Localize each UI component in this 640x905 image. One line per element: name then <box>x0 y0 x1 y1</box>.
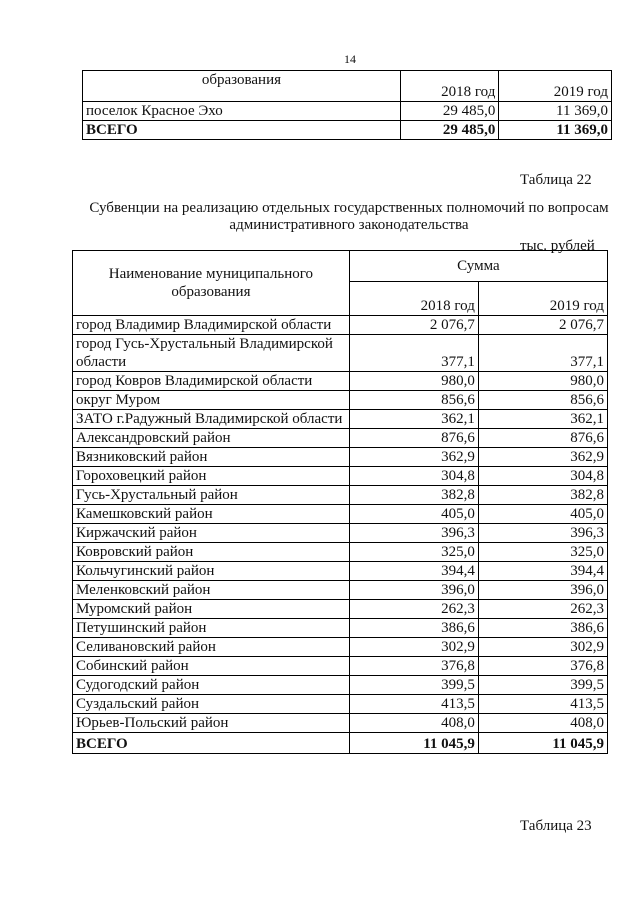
main-header-row-1 <box>73 251 608 282</box>
top-total-2019: 11 369,0 <box>499 121 612 140</box>
row-name: ЗАТО г.Радужный Владимирской области <box>73 410 350 429</box>
table-row <box>73 448 608 467</box>
row-value-2018: 876,6 <box>349 429 478 448</box>
top-header-name: образования <box>83 71 401 102</box>
row-value-2019: 325,0 <box>478 543 607 562</box>
row-value-2018: 413,5 <box>349 695 478 714</box>
table-row <box>83 102 612 121</box>
table-row <box>73 600 608 619</box>
row-name: Александровский район <box>73 429 350 448</box>
row-name: город Ковров Владимирской области <box>73 372 350 391</box>
row-name: Кольчугинский район <box>73 562 350 581</box>
table-row <box>73 486 608 505</box>
table-row <box>73 657 608 676</box>
row-value-2018: 377,1 <box>349 335 478 372</box>
row-name: Ковровский район <box>73 543 350 562</box>
main-header-2019: 2019 год <box>478 282 607 316</box>
row-value-2018: 382,8 <box>349 486 478 505</box>
row-name: Юрьев-Польский район <box>73 714 350 733</box>
table-row <box>73 562 608 581</box>
table-row <box>73 676 608 695</box>
row-name: округ Муром <box>73 391 350 410</box>
row-value-2018: 396,3 <box>349 524 478 543</box>
row-value-2019: 11 369,0 <box>499 102 612 121</box>
table-row <box>73 619 608 638</box>
row-value-2018: 394,4 <box>349 562 478 581</box>
row-name: Судогодский район <box>73 676 350 695</box>
units-label: тыс. рублей <box>520 238 595 254</box>
main-total-2018: 11 045,9 <box>349 733 478 754</box>
row-value-2018: 302,9 <box>349 638 478 657</box>
row-value-2019: 413,5 <box>478 695 607 714</box>
row-value-2018: 362,9 <box>349 448 478 467</box>
top-total-2018: 29 485,0 <box>400 121 498 140</box>
row-name: Суздальский район <box>73 695 350 714</box>
row-value-2019: 2 076,7 <box>478 316 607 335</box>
row-value-2018: 408,0 <box>349 714 478 733</box>
row-name: Меленковский район <box>73 581 350 600</box>
table-22-label: Таблица 22 <box>520 172 592 188</box>
top-header-2019: 2019 год <box>499 71 612 102</box>
table-row <box>73 524 608 543</box>
main-table <box>72 250 608 754</box>
main-total-row <box>73 733 608 754</box>
row-value-2018: 304,8 <box>349 467 478 486</box>
top-table-header <box>83 71 612 102</box>
row-value-2018: 980,0 <box>349 372 478 391</box>
table-title: Субвенции на реализацию отдельных государственных полномочий по вопросам административного законодательства <box>89 200 609 233</box>
row-value-2019: 362,1 <box>478 410 607 429</box>
table-row <box>73 505 608 524</box>
row-value-2019: 980,0 <box>478 372 607 391</box>
row-value-2019: 399,5 <box>478 676 607 695</box>
main-total-2019: 11 045,9 <box>478 733 607 754</box>
row-value-2018: 362,1 <box>349 410 478 429</box>
main-header-name: Наименование муниципального образования <box>73 251 350 316</box>
row-name: Киржачский район <box>73 524 350 543</box>
table-23-label: Таблица 23 <box>520 818 592 834</box>
row-value-2018: 325,0 <box>349 543 478 562</box>
row-value-2019: 396,3 <box>478 524 607 543</box>
row-name: Гороховецкий район <box>73 467 350 486</box>
table-row <box>73 391 608 410</box>
row-name: Гусь-Хрустальный район <box>73 486 350 505</box>
row-value-2019: 396,0 <box>478 581 607 600</box>
row-value-2018: 856,6 <box>349 391 478 410</box>
table-row <box>73 372 608 391</box>
row-value-2019: 876,6 <box>478 429 607 448</box>
row-value-2019: 302,9 <box>478 638 607 657</box>
row-name: Петушинский район <box>73 619 350 638</box>
row-value-2019: 386,6 <box>478 619 607 638</box>
row-value-2019: 405,0 <box>478 505 607 524</box>
row-name: Камешковский район <box>73 505 350 524</box>
top-total-label: ВСЕГО <box>83 121 401 140</box>
row-value-2018: 2 076,7 <box>349 316 478 335</box>
row-name: поселок Красное Эхо <box>83 102 401 121</box>
table-row <box>73 316 608 335</box>
row-value-2019: 394,4 <box>478 562 607 581</box>
table-row <box>73 335 608 372</box>
row-name: Муромский район <box>73 600 350 619</box>
row-value-2018: 399,5 <box>349 676 478 695</box>
table-row <box>73 714 608 733</box>
row-value-2018: 376,8 <box>349 657 478 676</box>
table-row <box>73 410 608 429</box>
table-row <box>73 429 608 448</box>
row-value-2019: 362,9 <box>478 448 607 467</box>
main-header-sum: Сумма <box>349 251 607 282</box>
main-total-label: ВСЕГО <box>73 733 350 754</box>
row-value-2019: 262,3 <box>478 600 607 619</box>
table-row <box>73 543 608 562</box>
row-name: Собинский район <box>73 657 350 676</box>
top-table <box>82 70 612 140</box>
row-value-2018: 29 485,0 <box>400 102 498 121</box>
top-table-total-row <box>83 121 612 140</box>
row-name: Вязниковский район <box>73 448 350 467</box>
row-value-2019: 304,8 <box>478 467 607 486</box>
row-value-2018: 262,3 <box>349 600 478 619</box>
row-value-2018: 386,6 <box>349 619 478 638</box>
table-row <box>73 581 608 600</box>
row-value-2019: 377,1 <box>478 335 607 372</box>
table-row <box>73 695 608 714</box>
table-row <box>73 467 608 486</box>
row-value-2019: 856,6 <box>478 391 607 410</box>
row-value-2018: 405,0 <box>349 505 478 524</box>
row-name: город Владимир Владимирской области <box>73 316 350 335</box>
table-row <box>73 638 608 657</box>
row-value-2019: 382,8 <box>478 486 607 505</box>
row-name: город Гусь-Хрустальный Владимирской области <box>73 335 350 372</box>
row-name: Селивановский район <box>73 638 350 657</box>
row-value-2018: 396,0 <box>349 581 478 600</box>
page-number: 14 <box>344 52 356 66</box>
row-value-2019: 376,8 <box>478 657 607 676</box>
top-header-2018: 2018 год <box>400 71 498 102</box>
main-header-2018: 2018 год <box>349 282 478 316</box>
row-value-2019: 408,0 <box>478 714 607 733</box>
